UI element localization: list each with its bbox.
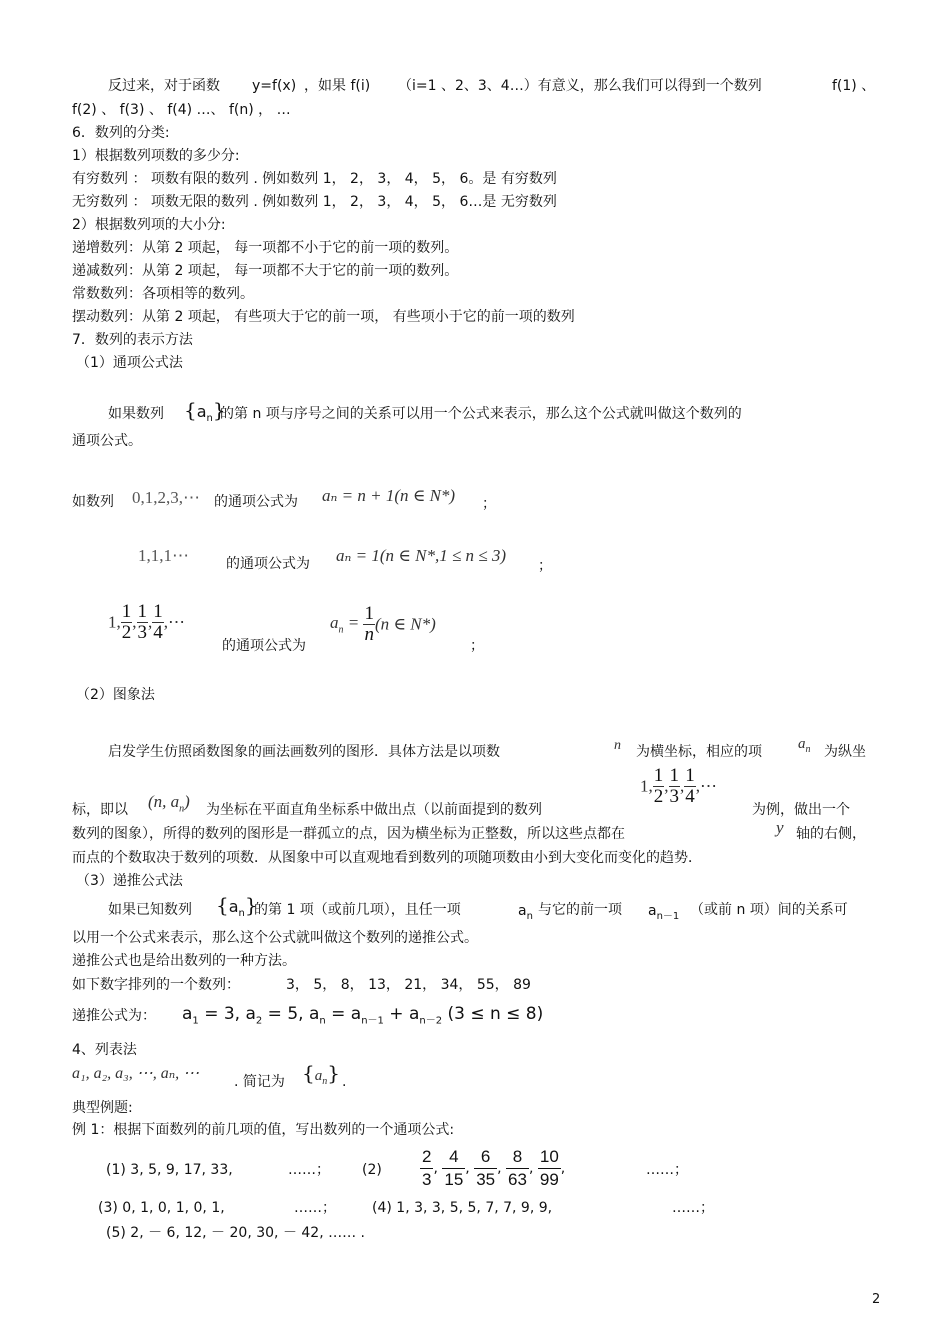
classify-by-count: 1）根据数列项数的多少分: (72, 148, 240, 164)
recursive-text-h: 递推公式为： (72, 1008, 156, 1024)
recursive-text-e: 以用一个公式来表示，那么这个公式就叫做这个数列的递推公式。 (72, 930, 478, 946)
graph-example-sequence: 1, $\frac{1}{2}$ , $\frac{1}{3}$ , $\frac{1}{4}$ ,⋯ (640, 765, 717, 807)
decreasing-sequence: 递减数列：从第 2 项起， 每一项都不大于它的前一项的数列。 (72, 263, 459, 279)
semicolon-1: ； (482, 496, 496, 512)
example-item-2-end: ……； (646, 1162, 688, 1178)
recursive-formula: $a_1 = 3$, $a_2 = 5$, $a_n = a_{n-1} + a_{n-2}$ (3 ≤ n ≤ 8) (182, 1004, 544, 1027)
fraction-1: $\frac{2}{3}$ (422, 1147, 432, 1189)
p1-text-d: （i=1 、2、3、4…）有意义，那么我们可以得到一个数列 (398, 78, 762, 94)
recursive-text-f: 递推公式也是给出数列的一种方法。 (72, 953, 296, 969)
semicolon-3: ； (470, 638, 484, 654)
graph-text-e: 为坐标在平面直角坐标系中做出点（以前面提到的数列 (206, 802, 542, 818)
fraction-3: $\frac{6}{35}$ (476, 1147, 496, 1189)
list-method-short: $\{a_n\}$ (302, 1061, 340, 1087)
semicolon-2: ； (538, 558, 552, 574)
list-method-end: . (342, 1074, 347, 1090)
example-item-2-label: (2) (362, 1162, 382, 1178)
graph-text-c: 为纵坐 (824, 744, 866, 760)
example-3-mid: 的通项公式为 (222, 638, 306, 654)
method-2-title: （2）图象法 (76, 687, 155, 703)
section-6-title: 6．数列的分类: (72, 125, 170, 141)
finite-sequence: 有穷数列 ： 项数有限的数列 . 例如数列 1， 2， 3， 4， 5， 6。是 有穷数列 (72, 171, 557, 187)
list-method-sequence: a₁, a₂, a₃, ⋯, aₙ, ⋯ (72, 1065, 200, 1082)
p1-line2: f(2) 、 f(3) 、 f(4) …、 f(n) ， … (72, 102, 291, 118)
graph-text-d: 标，即以 (72, 802, 128, 818)
example-3-formula: $a_n$ = $\frac{1}{n}$ (n ∈ N*) (330, 603, 436, 645)
an-symbol: $a_n$ (798, 736, 811, 755)
graph-text-b: 为横坐标，相应的项 (636, 744, 762, 760)
example-3-sequence: 1, $\frac{1}{2}$ , $\frac{1}{3}$ , $\frac{1}{4}$ ,⋯ (108, 601, 185, 643)
general-term-text-c: 通项公式。 (72, 433, 142, 449)
example-item-4: (4) 1, 3, 3, 5, 5, 7, 7, 9, 9, (372, 1200, 553, 1216)
p1-text-b: y=f(x) (252, 78, 297, 94)
method-3-title: （3）递推公式法 (76, 873, 183, 889)
recursive-text-d: （或前 n 项）间的关系可 (690, 902, 848, 918)
example-item-3-end: ……； (294, 1200, 336, 1216)
point-n-an: (n, $a_n$) (148, 792, 190, 815)
sequence-an-symbol-2: $\{a_n\}$ (216, 893, 258, 920)
constant-sequence: 常数数列：各项相等的数列。 (72, 286, 254, 302)
recursive-text-c: 与它的前一项 (538, 902, 622, 918)
example-1-prefix: 如数列 (72, 494, 114, 510)
recursive-text-g: 如下数字排列的一个数列： (72, 977, 240, 993)
graph-text-g: 数列的图象），所得的数列的图形是一群孤立的点，因为横坐标为正整数，所以这些点都在 (72, 826, 625, 842)
fraction-5: $\frac{10}{99}$ (539, 1147, 559, 1189)
general-term-text-b: 的第 n 项与序号之间的关系可以用一个公式来表示，那么这个公式就叫做这个数列的 (220, 406, 742, 422)
example-1-sequence: 0,1,2,3,⋯ (132, 488, 200, 507)
examples-title: 典型例题: (72, 1100, 133, 1116)
graph-text-i: 而点的个数取决于数列的项数．从图象中可以直观地看到数列的项随项数由小到大变化而变化的趋势． (72, 850, 702, 866)
example-item-3: (3) 0, 1, 0, 1, 0, 1, (98, 1200, 225, 1216)
graph-text-a: 启发学生仿照函数图象的画法画数列的图形．具体方法是以项数 (108, 744, 500, 760)
example-1-mid: 的通项公式为 (214, 494, 298, 510)
example-1-title: 例 1：根据下面数列的前几项的值，写出数列的一个通项公式: (72, 1122, 455, 1138)
example-2-sequence: 1,1,1⋯ (138, 546, 189, 565)
oscillating-sequence: 摆动数列：从第 2 项起， 有些项大于它的前一项， 有些项小于它的前一项的数列 (72, 309, 575, 325)
classify-by-size: 2）根据数列项的大小分: (72, 217, 226, 233)
recursive-text-a: 如果已知数列 (108, 902, 192, 918)
infinite-sequence: 无穷数列 ： 项数无限的数列 . 例如数列 1， 2， 3， 4， 5， 6…是 无穷数列 (72, 194, 557, 210)
section-7-title: 7．数列的表示方法 (72, 332, 193, 348)
increasing-sequence: 递增数列：从第 2 项起， 每一项都不小于它的前一项的数列。 (72, 240, 459, 256)
n-symbol: n (614, 738, 621, 753)
y-symbol: y (776, 818, 784, 837)
example-item-4-end: ……； (672, 1200, 714, 1216)
example-2-mid: 的通项公式为 (226, 556, 310, 572)
fibonacci-like-sequence: 3， 5， 8， 13， 21， 34， 55， 89 (286, 977, 531, 993)
p1-text-e: f(1) 、 (832, 78, 876, 94)
an-term: $a_n$ (518, 903, 533, 922)
sequence-an-symbol: $\{a_n\}$ (184, 398, 226, 425)
fraction-2: $\frac{4}{15}$ (444, 1147, 464, 1189)
fraction-4: $\frac{8}{63}$ (508, 1147, 527, 1189)
example-item-1-end: ……； (288, 1162, 330, 1178)
page-number: 2 (872, 1292, 881, 1307)
list-method-mid: . 简记为 (234, 1074, 285, 1090)
graph-text-f: 为例，做出一个 (752, 802, 850, 818)
example-2-formula: aₙ = 1(n ∈ N*,1 ≤ n ≤ 3) (336, 546, 507, 565)
p1-text-c: ，如果 f(i) (304, 78, 371, 94)
example-item-1: (1) 3, 5, 9, 17, 33, (106, 1162, 233, 1178)
method-1-title: （1）通项公式法 (76, 355, 183, 371)
list-method-title: 4、列表法 (72, 1042, 137, 1058)
example-item-2-fractions: $\frac{2}{3}$ , $\frac{4}{15}$ , $\frac{6}{35}$ , $\frac{8}{63}$ , $\frac{10}{99}$ , (422, 1147, 566, 1189)
example-1-formula: aₙ = n + 1(n ∈ N*) (322, 486, 456, 505)
an-minus-1-term: $a_{n-1}$ (648, 903, 680, 922)
p1-text-a: 反过来，对于函数 (108, 78, 220, 94)
general-term-text-a: 如果数列 (108, 406, 164, 422)
recursive-text-b: 的第 1 项（或前几项），且任一项 (254, 902, 461, 918)
graph-text-h: 轴的右侧， (796, 826, 866, 842)
example-item-5: (5) 2, － 6, 12, － 20, 30, － 42, …… . (106, 1225, 366, 1241)
